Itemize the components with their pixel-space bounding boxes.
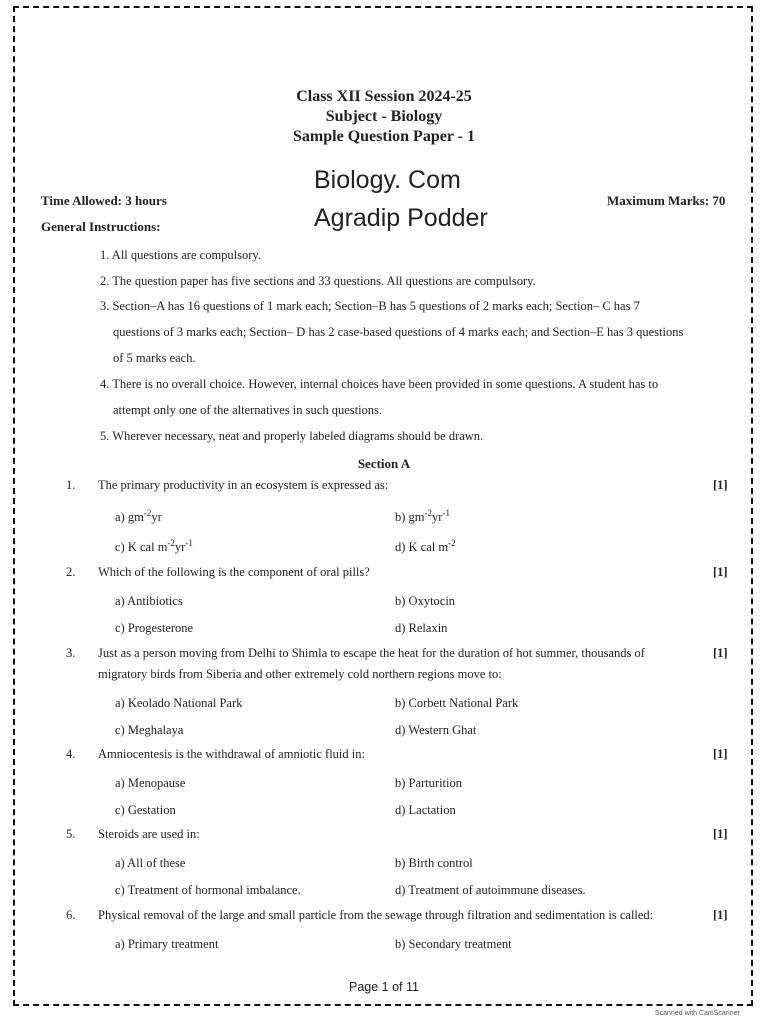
question-mark: [1] [713, 565, 728, 579]
section-heading: Section A [357, 456, 411, 471]
option-b: b) Parturition [395, 776, 463, 790]
option-b: b) Corbett National Park [395, 696, 519, 710]
instruction-line: 2. The question paper has five sections and 33 questions. All questions are compulsory. [100, 274, 536, 288]
option-d: d) K cal $m^{-2}$ [395, 538, 456, 555]
question-text: Steroids are used in: [98, 827, 200, 841]
subject-title: Subject - Biology [325, 108, 443, 125]
instruction-line: 5. Wherever necessary, neat and properly labeled diagrams should be drawn. [100, 429, 484, 443]
question-mark: [1] [713, 646, 728, 660]
option-a: a) Menopause [115, 776, 186, 790]
page-number: Page 1 of 11 [349, 980, 419, 994]
option-c: c) K cal $m^{-2}yr^{-1}$ [115, 538, 193, 555]
watermark-site: Biology. Com [314, 166, 461, 194]
option-a: a) Primary treatment [115, 937, 219, 951]
question-number: 3. [66, 646, 76, 660]
option-a: a) All of these [115, 856, 186, 870]
watermark-author: Agradip Podder [314, 204, 488, 232]
option-d: d) Lactation [395, 803, 456, 817]
option-b: b) $gm^{-2}yr^{-1}$ [395, 508, 450, 525]
option-b: b) Oxytocin [395, 594, 456, 608]
option-d: d) Western Ghat [395, 723, 477, 737]
class-session-title: Class XII Session 2024-25 [296, 88, 472, 105]
option-c: c) Gestation [115, 803, 176, 817]
question-text: Amniocentesis is the withdrawal of amniotic fluid in: [98, 747, 365, 761]
question-number: 6. [66, 908, 76, 922]
instruction-line: 1. All questions are compulsory. [100, 248, 261, 262]
question-number: 2. [66, 565, 76, 579]
question-number: 1. [66, 478, 76, 492]
question-text: Just as a person moving from Delhi to Shimla to escape the heat for the duration of hot summer, thousands of [98, 646, 645, 660]
option-c: c) Meghalaya [115, 723, 184, 737]
question-number: 4. [66, 747, 76, 761]
question-mark: [1] [713, 827, 728, 841]
instruction-line: 3. Section–A has 16 questions of 1 mark each; Section–B has 5 questions of 2 marks each; Section– C has 7 [100, 299, 640, 313]
option-c: c) Treatment of hormonal imbalance. [115, 883, 301, 897]
option-a: a) $gm^{-2}yr$ [115, 508, 162, 525]
question-text: migratory birds from Siberia and other extremely cold northern regions move to: [98, 667, 502, 681]
instruction-line: questions of 3 marks each; Section– D has 2 case-based questions of 4 marks each; and Section–E has 3 questions [113, 325, 684, 339]
paper-title: Sample Question Paper - 1 [293, 128, 475, 145]
question-mark: [1] [713, 747, 728, 761]
instruction-line: attempt only one of the alternatives in such questions. [113, 403, 383, 417]
question-mark: [1] [713, 908, 728, 922]
option-c: c) Progesterone [115, 621, 194, 635]
option-b: b) Birth control [395, 856, 473, 870]
general-instructions-heading: General Instructions: [41, 219, 161, 234]
maximum-marks: Maximum Marks: 70 [607, 193, 726, 208]
question-text: Physical removal of the large and small particle from the sewage through filtration and sedimentation is called: [98, 908, 654, 922]
option-a: a) Keolado National Park [115, 696, 243, 710]
option-a: a) Antibiotics [115, 594, 183, 608]
instruction-line: 4. There is no overall choice. However, internal choices have been provided in some questions. A student has to [100, 377, 659, 391]
option-d: d) Relaxin [395, 621, 448, 635]
option-d: d) Treatment of autoimmune diseases. [395, 883, 586, 897]
option-b: b) Secondary treatment [395, 937, 512, 951]
question-mark: [1] [713, 478, 728, 492]
question-number: 5. [66, 827, 76, 841]
question-text: Which of the following is the component of oral pills? [98, 565, 370, 579]
question-text: The primary productivity in an ecosystem is expressed as: [98, 478, 389, 492]
instruction-line: of 5 marks each. [113, 351, 196, 365]
time-allowed: Time Allowed: 3 hours [41, 193, 167, 208]
scanner-watermark: Scanned with CamScanner [655, 1010, 740, 1017]
